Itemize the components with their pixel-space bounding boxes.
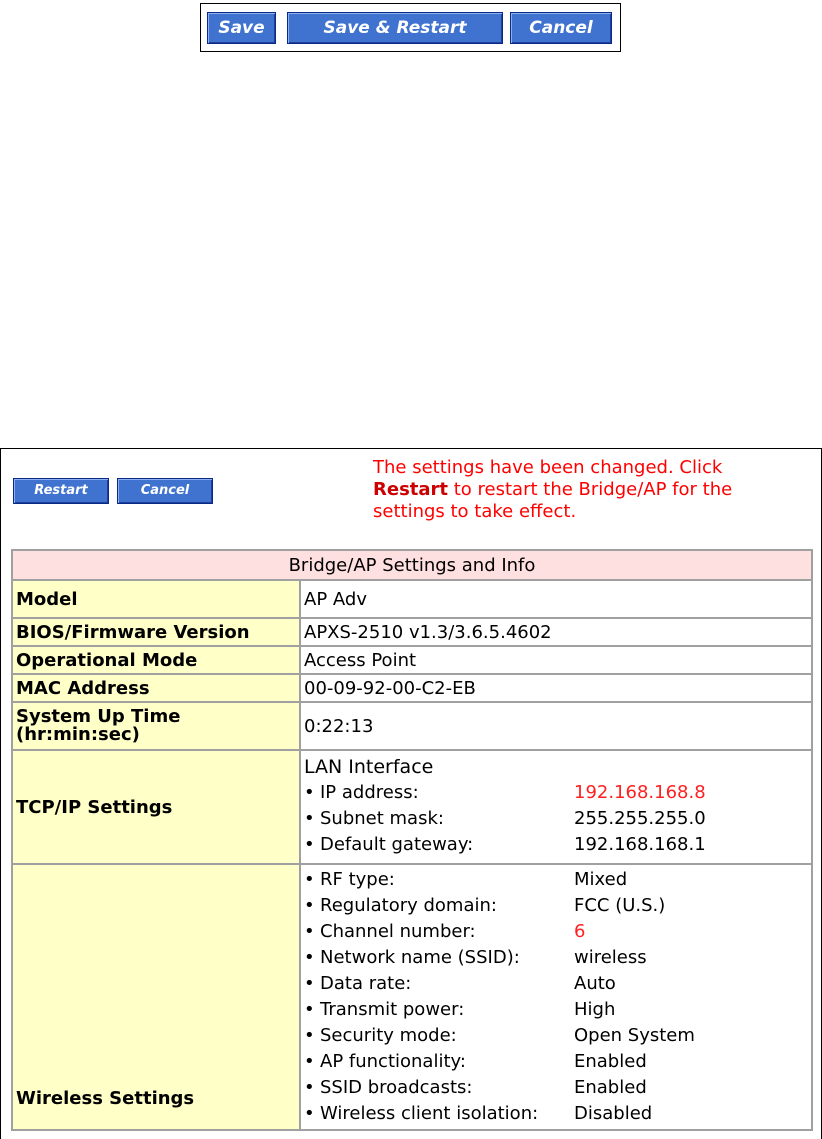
client-isolation-value: Disabled [574,1103,653,1124]
channel-number-value: 6 [574,921,586,942]
message-text-2: to restart the Bridge/AP for the settings to take effect. [373,479,733,522]
list-item [304,997,808,1023]
lan-interface-heading: LAN Interface [304,756,434,778]
top-button-bar [200,3,621,52]
ssid-value: wireless [574,947,647,968]
list-item [304,893,808,919]
rf-type-key: RF type: [320,869,395,890]
bullet-icon: • [304,808,315,829]
message-text-1: The settings have been changed. Click [373,457,723,478]
firmware-value: APXS-2510 v1.3/3.6.5.4602 [300,618,812,646]
ssid-broadcasts-key: SSID broadcasts: [320,1077,473,1098]
lan-ip-key: IP address: [320,782,419,803]
settings-changed-message [373,457,803,523]
model-value: AP Adv [300,580,812,618]
data-rate-value: Auto [574,973,616,994]
data-rate-key: Data rate: [320,973,412,994]
bullet-icon: • [304,973,315,994]
regulatory-domain-value: FCC (U.S.) [574,895,666,916]
bullet-icon: • [304,947,315,968]
list-item [304,919,808,945]
transmit-power-value: High [574,999,616,1020]
security-mode-key: Security mode: [320,1025,457,1046]
list-item [304,1075,808,1101]
list-item [304,971,808,997]
security-mode-value: Open System [574,1025,695,1046]
bullet-icon: • [304,1051,315,1072]
settings-info-table [11,549,813,1131]
list-item [304,945,808,971]
list-item [304,1101,808,1127]
message-restart-word: Restart [373,479,449,500]
lan-ip-value: 192.168.168.8 [574,782,706,803]
cancel-button[interactable]: Cancel [510,12,612,44]
tcpip-label: TCP/IP Settings [12,750,300,864]
save-button[interactable]: Save [207,12,276,44]
bullet-icon: • [304,834,315,855]
wireless-label: Wireless Settings [12,864,300,1130]
ssid-broadcasts-value: Enabled [574,1077,647,1098]
lan-subnet-key: Subnet mask: [320,808,444,829]
list-item [304,832,808,858]
firmware-label: BIOS/Firmware Version [12,618,300,646]
uptime-label: System Up Time (hr:min:sec) [12,702,300,750]
tcpip-values [300,750,812,864]
bullet-icon: • [304,921,315,942]
list-item [304,1023,808,1049]
mode-value: Access Point [300,646,812,674]
mac-label: MAC Address [12,674,300,702]
list-item [304,867,808,893]
ap-functionality-key: AP functionality: [320,1051,466,1072]
bullet-icon: • [304,999,315,1020]
lan-subnet-value: 255.255.255.0 [574,808,706,829]
lan-gateway-value: 192.168.168.1 [574,834,706,855]
uptime-value: 0:22:13 [300,702,812,750]
lan-gateway-key: Default gateway: [320,834,474,855]
bullet-icon: • [304,1025,315,1046]
ssid-key: Network name (SSID): [320,947,520,968]
bullet-icon: • [304,1103,315,1124]
bullet-icon: • [304,1077,315,1098]
settings-panel [0,448,822,1139]
restart-button[interactable]: Restart [13,478,109,504]
transmit-power-key: Transmit power: [320,999,465,1020]
cancel-button-restart[interactable]: Cancel [117,478,213,504]
bullet-icon: • [304,895,315,916]
client-isolation-key: Wireless client isolation: [320,1103,539,1124]
rf-type-value: Mixed [574,869,628,890]
bullet-icon: • [304,782,315,803]
save-restart-button[interactable]: Save & Restart [287,12,503,44]
list-item [304,806,808,832]
bullet-icon: • [304,869,315,890]
ap-functionality-value: Enabled [574,1051,647,1072]
channel-number-key: Channel number: [320,921,476,942]
mode-label: Operational Mode [12,646,300,674]
wireless-values [300,864,812,1130]
table-title: Bridge/AP Settings and Info [12,550,812,580]
regulatory-domain-key: Regulatory domain: [320,895,497,916]
mac-value: 00-09-92-00-C2-EB [300,674,812,702]
list-item [304,1049,808,1075]
list-item [304,780,808,806]
model-label: Model [12,580,300,618]
